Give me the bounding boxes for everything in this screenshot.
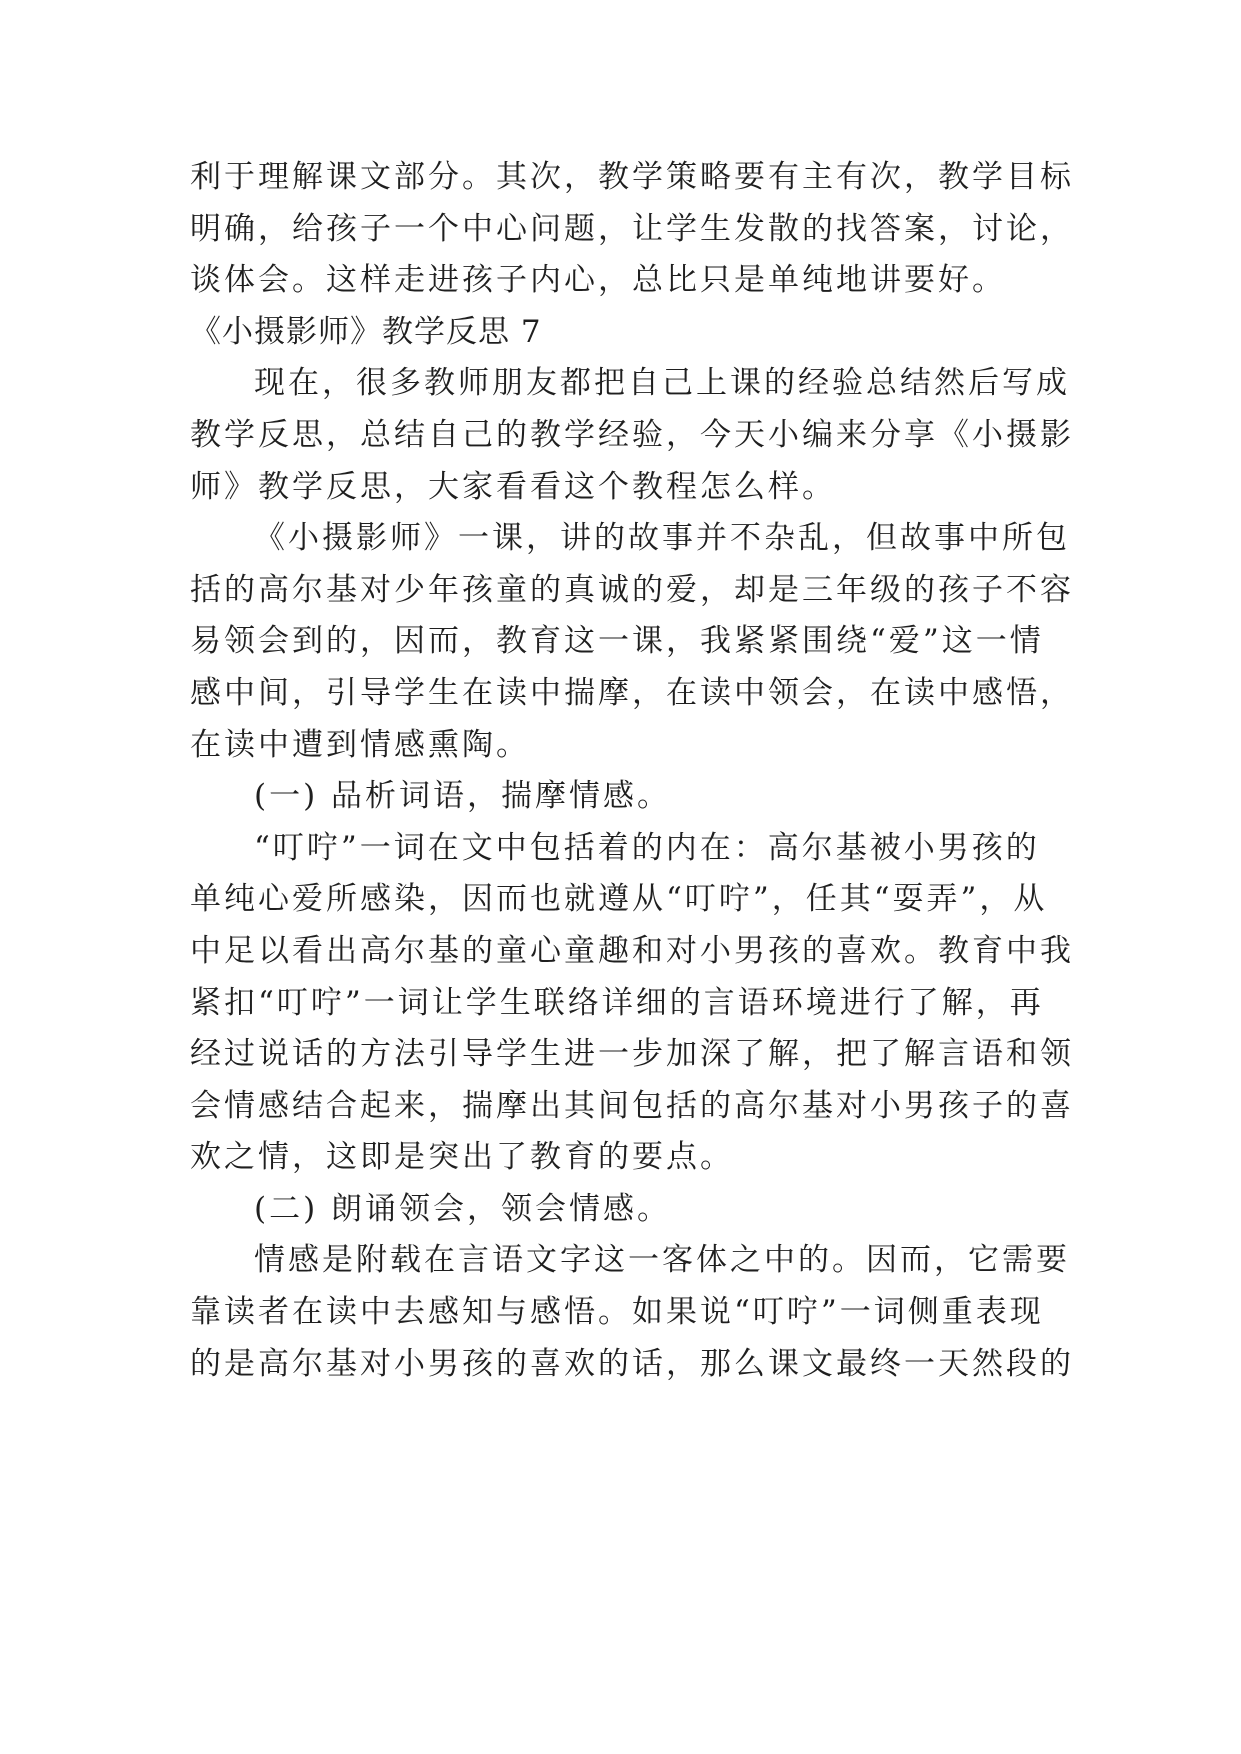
text-line: 单纯心爱所感染，因而也就遵从“叮咛”，任其“耍弄”，从 <box>190 881 1048 918</box>
subheading: (二) 朗诵领会，领会情感。 <box>254 1190 672 1227</box>
text-line: 欢之情，这即是突出了教育的要点。 <box>190 1139 734 1176</box>
text-line: 情感是附载在言语文字这一客体之中的。因而，它需要 <box>254 1242 1070 1279</box>
text-line: 靠读者在读中去感知与感悟。如果说“叮咛”一词侧重表现 <box>190 1294 1044 1331</box>
text-line: 会情感结合起来，揣摩出其间包括的高尔基对小男孩子的喜 <box>190 1087 1074 1124</box>
text-line: 利于理解课文部分。其次，教学策略要有主有次，教学目标 <box>190 159 1074 195</box>
text-line: 明确，给孩子一个中心问题，让学生发散的找答案，讨论， <box>190 210 1074 247</box>
text-line: 谈体会。这样走进孩子内心，总比只是单纯地讲要好。 <box>190 262 1006 299</box>
text-line: 的是高尔基对小男孩的喜欢的话，那么课文最终一天然段的 <box>190 1345 1074 1382</box>
text-line: “叮咛”一词在文中包括着的内在：高尔基被小男孩的 <box>254 829 1040 866</box>
subheading: (一) 品析词语，揣摩情感。 <box>254 778 672 815</box>
text-line: 在读中遭到情感熏陶。 <box>190 726 530 763</box>
text-line: 现在，很多教师朋友都把自己上课的经验总结然后写成 <box>254 365 1070 402</box>
text-line: 师》教学反思，大家看看这个教程怎么样。 <box>190 468 836 505</box>
document-body <box>190 152 1074 1390</box>
text-line: 教学反思，总结自己的教学经验，今天小编来分享《小摄影 <box>190 416 1074 453</box>
section-title: 《小摄影师》教学反思 7 <box>190 313 542 350</box>
text-line: 感中间，引导学生在读中揣摩，在读中领会，在读中感悟， <box>190 674 1074 711</box>
text-line: 中足以看出高尔基的童心童趣和对小男孩的喜欢。教育中我 <box>190 932 1074 969</box>
text-line: 括的高尔基对少年孩童的真诚的爱，却是三年级的孩子不容 <box>190 571 1074 608</box>
text-line: 经过说话的方法引导学生进一步加深了解，把了解言语和领 <box>190 1036 1074 1073</box>
text-line: 易领会到的，因而，教育这一课，我紧紧围绕“爱”这一情 <box>190 623 1044 660</box>
text-line: 《小摄影师》一课，讲的故事并不杂乱，但故事中所包 <box>254 520 1070 557</box>
text-line: 紧扣“叮咛”一词让学生联络详细的言语环境进行了解，再 <box>190 984 1044 1021</box>
